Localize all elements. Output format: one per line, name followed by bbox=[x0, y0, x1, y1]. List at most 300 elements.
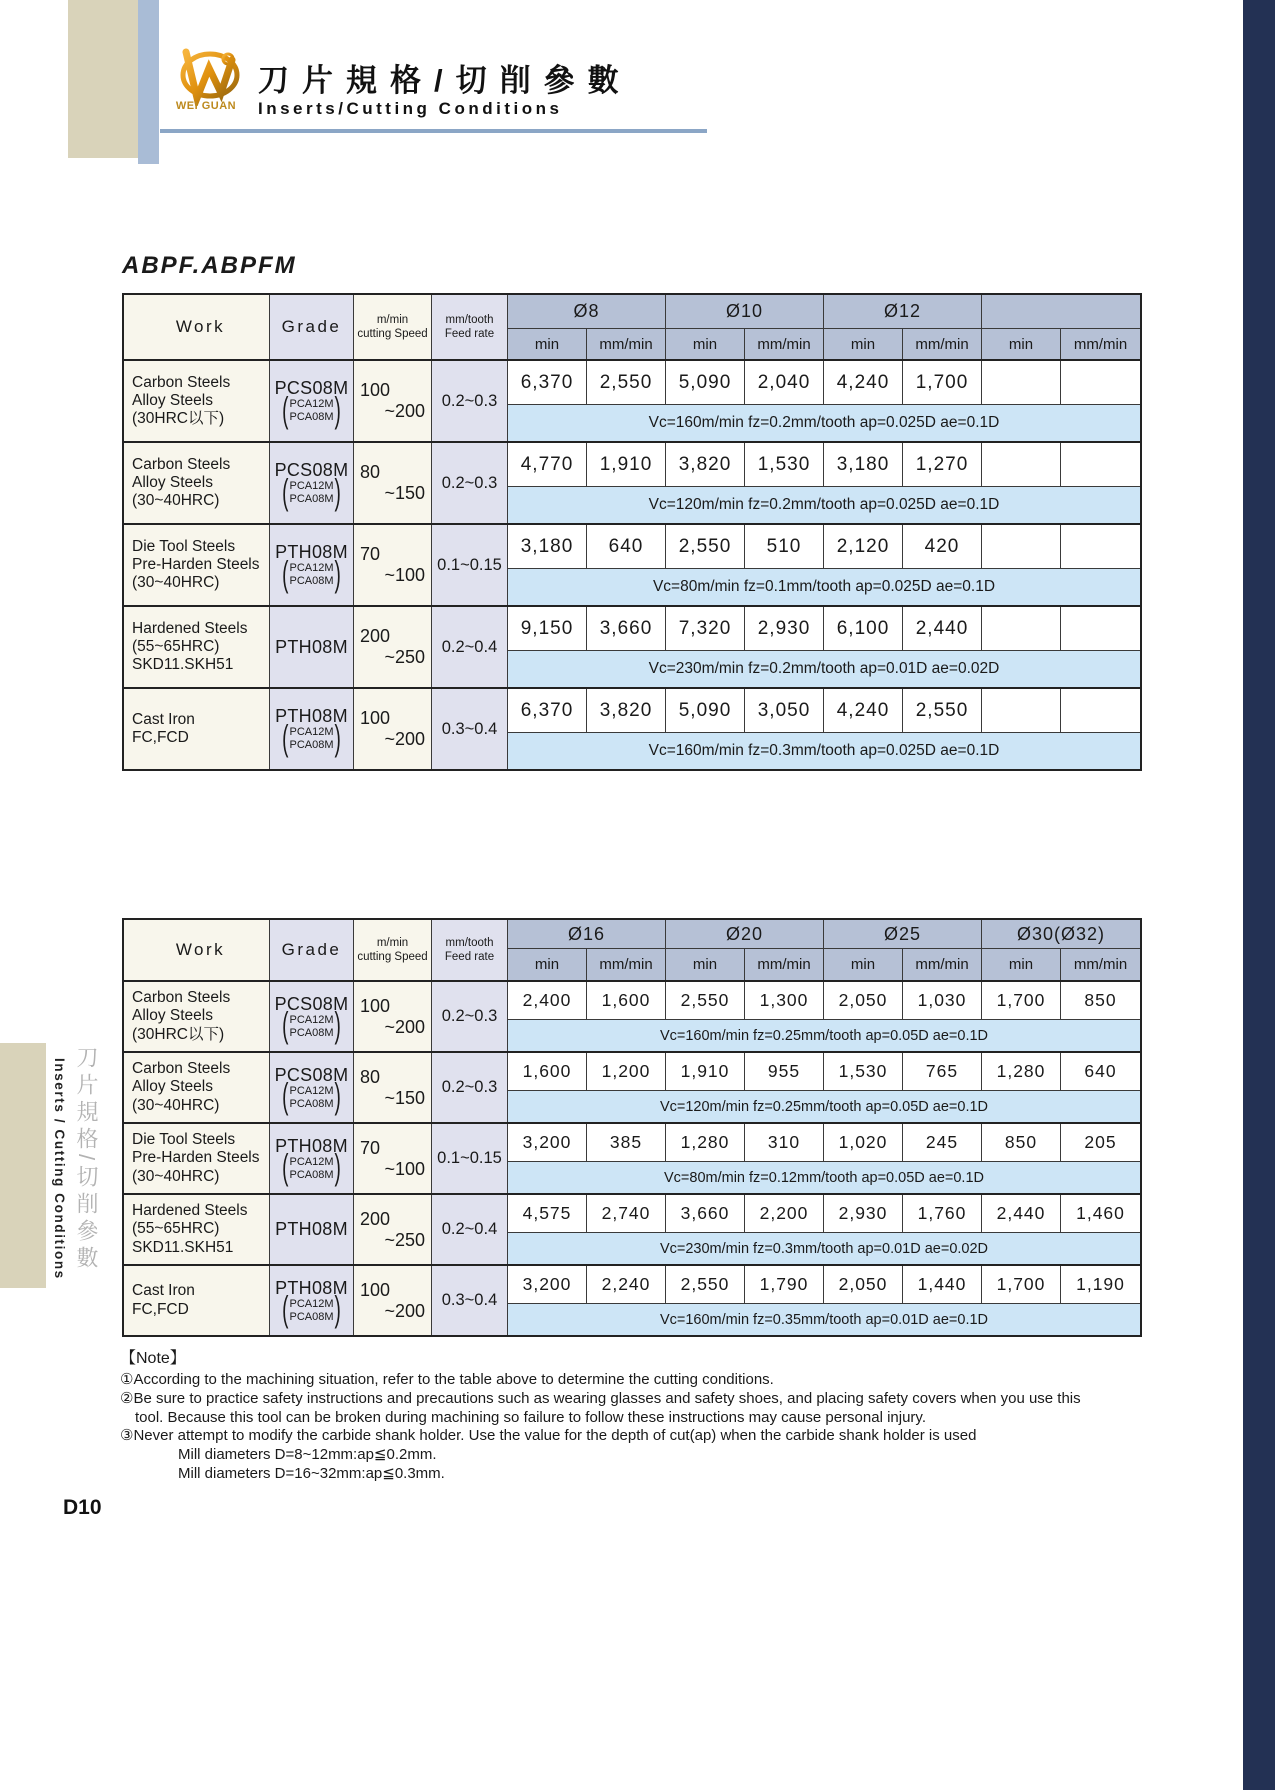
work-cell bbox=[124, 443, 270, 523]
sidebar-tab-bar bbox=[0, 1043, 46, 1288]
top-left-tan-bar bbox=[68, 0, 138, 158]
table-row bbox=[124, 605, 1140, 687]
work-cell bbox=[124, 982, 270, 1051]
paren-close: ) bbox=[334, 1290, 341, 1331]
grade-sub: PCA08M bbox=[289, 1168, 334, 1181]
grade-main: PTH08M bbox=[275, 542, 348, 563]
grade-cell bbox=[270, 361, 354, 441]
value-cell: 9,150 bbox=[508, 607, 587, 650]
work-line: FC,FCD bbox=[132, 1300, 189, 1318]
table-row bbox=[124, 1264, 1140, 1335]
notes-section bbox=[120, 1349, 1105, 1484]
grade-sub-group bbox=[282, 473, 341, 513]
feed-rate-column-header-label: mm/tooth bbox=[445, 936, 494, 949]
cutting-speed-column-header-label: m/min bbox=[376, 313, 409, 326]
work-line: Carbon Steels bbox=[132, 455, 231, 473]
speed-to: ~150 bbox=[384, 1087, 425, 1108]
grade-main: PTH08M bbox=[275, 636, 348, 657]
work-line: (30~40HRC) bbox=[132, 1096, 220, 1114]
brand-logo-icon bbox=[164, 48, 250, 106]
feed-cell: 0.3~0.4 bbox=[432, 689, 508, 769]
value-cell: 850 bbox=[982, 1124, 1061, 1161]
paren-open: ( bbox=[282, 555, 289, 595]
table-header-row bbox=[124, 920, 1140, 980]
value-cell: 3,050 bbox=[745, 689, 824, 732]
value-row bbox=[508, 982, 1140, 1019]
cutting-speed-column-header bbox=[354, 295, 432, 359]
grade-main: PTH08M bbox=[275, 706, 348, 727]
value-cell: 1,600 bbox=[508, 1053, 587, 1090]
feed-rate-column-header-label: Feed rate bbox=[444, 951, 495, 963]
data-zone bbox=[508, 607, 1140, 687]
grade-sub: PCA12M bbox=[289, 1013, 334, 1026]
value-cell: 1,020 bbox=[824, 1124, 903, 1161]
data-zone bbox=[508, 689, 1140, 769]
value-cell: 2,550 bbox=[666, 525, 745, 568]
work-line: (30~40HRC) bbox=[132, 574, 220, 592]
value-cell: 6,370 bbox=[508, 361, 587, 404]
work-line: Hardened Steels bbox=[132, 619, 248, 637]
grade-sub-stack bbox=[289, 1298, 333, 1323]
feed-cell: 0.1~0.15 bbox=[432, 1124, 508, 1193]
value-cell: 1,530 bbox=[824, 1053, 903, 1090]
grade-sub: PCA12M bbox=[289, 398, 334, 411]
note-item bbox=[120, 1390, 1105, 1428]
feed-rate-column-header bbox=[432, 920, 508, 980]
value-cell: 1,700 bbox=[982, 1266, 1061, 1303]
diameter-header: Ø30(Ø32) bbox=[1016, 923, 1106, 944]
paren-open: ( bbox=[282, 473, 289, 513]
work-column-header-label: Work bbox=[175, 316, 226, 336]
value-cell: 1,910 bbox=[666, 1053, 745, 1090]
paren-close: ) bbox=[334, 555, 341, 595]
work-line: Cast Iron bbox=[132, 1282, 195, 1300]
value-cell: 3,660 bbox=[587, 607, 666, 650]
value-cell: 4,240 bbox=[824, 361, 903, 404]
value-cell bbox=[1061, 689, 1140, 732]
work-column-header bbox=[124, 295, 270, 359]
work-column-header bbox=[124, 920, 270, 980]
table-header-row bbox=[124, 295, 1140, 359]
grade-cell bbox=[270, 982, 354, 1051]
unit-header-row bbox=[508, 949, 1140, 980]
value-cell: 3,200 bbox=[508, 1266, 587, 1303]
speed-from: 200 bbox=[360, 626, 391, 647]
mmmin-unit-header: mm/min bbox=[1073, 335, 1128, 353]
paren-close: ) bbox=[334, 473, 341, 513]
grade-sub: PCA12M bbox=[289, 1297, 334, 1310]
mmmin-unit-header: mm/min bbox=[745, 949, 824, 980]
value-cell: 2,050 bbox=[824, 1266, 903, 1303]
value-cell: 2,550 bbox=[666, 1266, 745, 1303]
value-cell: 245 bbox=[903, 1124, 982, 1161]
mmmin-unit-header: mm/min bbox=[1073, 956, 1128, 973]
section-title: ABPF.ABPFM bbox=[122, 252, 297, 279]
value-cell: 1,280 bbox=[666, 1124, 745, 1161]
diameter-header-row bbox=[508, 920, 1140, 949]
grade-cell bbox=[270, 525, 354, 605]
feed-rate-column-header-label: mm/tooth bbox=[445, 313, 494, 326]
value-cell: 2,440 bbox=[982, 1195, 1061, 1232]
grade-sub-stack bbox=[289, 480, 333, 505]
work-line: Carbon Steels bbox=[132, 989, 231, 1007]
grade-sub-group bbox=[282, 391, 341, 431]
work-line: (55~65HRC) bbox=[132, 1220, 220, 1238]
data-zone bbox=[508, 525, 1140, 605]
value-cell: 640 bbox=[587, 525, 666, 568]
value-cell: 3,820 bbox=[587, 689, 666, 732]
value-cell bbox=[1061, 361, 1140, 404]
value-cell: 420 bbox=[903, 525, 982, 568]
speed-to: ~100 bbox=[384, 565, 425, 585]
table-row bbox=[124, 687, 1140, 769]
data-zone bbox=[508, 982, 1140, 1051]
grade-sub: PCA12M bbox=[289, 1084, 334, 1097]
work-cell bbox=[124, 1266, 270, 1335]
notes-title: 【Note】 bbox=[120, 1350, 186, 1367]
vc-condition-cell: Vc=160m/min fz=0.3mm/tooth ap=0.025D ae=0.1D bbox=[508, 732, 1140, 769]
grade-cell bbox=[270, 689, 354, 769]
vc-condition-cell: Vc=230m/min fz=0.3mm/tooth ap=0.01D ae=0.02D bbox=[508, 1232, 1140, 1264]
grade-sub-group bbox=[282, 1148, 341, 1189]
work-line: (30HRC以下) bbox=[132, 410, 225, 428]
speed-cell bbox=[354, 525, 432, 605]
value-cell: 5,090 bbox=[666, 689, 745, 732]
speed-to: ~200 bbox=[384, 1300, 425, 1321]
note-subline: Mill diameters D=16~32mm:ap≦0.3mm. bbox=[178, 1464, 445, 1482]
table-row bbox=[124, 1122, 1140, 1193]
work-line: SKD11.SKH51 bbox=[132, 656, 234, 674]
min-unit-header: min bbox=[508, 949, 587, 980]
work-line: Cast Iron bbox=[132, 710, 195, 728]
cutting-speed-column-header bbox=[354, 920, 432, 980]
paren-close: ) bbox=[334, 1148, 341, 1189]
work-line: Die Tool Steels bbox=[132, 537, 236, 555]
value-cell: 2,930 bbox=[745, 607, 824, 650]
value-cell: 4,770 bbox=[508, 443, 587, 486]
value-cell: 510 bbox=[745, 525, 824, 568]
grade-sub: PCA12M bbox=[289, 562, 334, 575]
value-cell: 1,300 bbox=[745, 982, 824, 1019]
table-row bbox=[124, 980, 1140, 1051]
cutting-table-d8-d12 bbox=[122, 293, 1142, 771]
grade-sub-stack bbox=[289, 398, 333, 423]
grade-sub: PCA08M bbox=[289, 1026, 334, 1039]
work-line: Alloy Steels bbox=[132, 391, 213, 409]
grade-sub-stack bbox=[289, 1156, 333, 1181]
value-cell: 2,400 bbox=[508, 982, 587, 1019]
grade-column-header bbox=[270, 920, 354, 980]
vc-condition-cell: Vc=230m/min fz=0.2mm/tooth ap=0.01D ae=0.02D bbox=[508, 650, 1140, 687]
data-zone bbox=[508, 1195, 1140, 1264]
grade-sub-group bbox=[282, 555, 341, 595]
value-cell: 3,200 bbox=[508, 1124, 587, 1161]
value-cell: 6,370 bbox=[508, 689, 587, 732]
note-marker: ③ bbox=[120, 1427, 134, 1445]
work-line: Carbon Steels bbox=[132, 373, 231, 391]
speed-cell bbox=[354, 607, 432, 687]
vc-condition-cell: Vc=120m/min fz=0.2mm/tooth ap=0.025D ae=0.1D bbox=[508, 486, 1140, 523]
speed-to: ~250 bbox=[384, 1229, 425, 1250]
mmmin-unit-header: mm/min bbox=[587, 949, 666, 980]
speed-from: 80 bbox=[360, 1066, 381, 1087]
work-line: (55~65HRC) bbox=[132, 637, 220, 655]
value-cell: 765 bbox=[903, 1053, 982, 1090]
note-marker: ② bbox=[120, 1389, 134, 1407]
work-line: (30HRC以下) bbox=[132, 1025, 225, 1043]
value-cell: 1,790 bbox=[745, 1266, 824, 1303]
data-zone bbox=[508, 1266, 1140, 1335]
work-cell bbox=[124, 525, 270, 605]
grade-sub-stack bbox=[289, 1085, 333, 1110]
cutting-speed-column-header-label: cutting Speed bbox=[357, 951, 428, 963]
value-cell: 310 bbox=[745, 1124, 824, 1161]
value-cell bbox=[982, 361, 1061, 404]
diameter-header-row bbox=[508, 295, 1140, 329]
grade-column-header-label: Grade bbox=[281, 317, 342, 336]
diameter-header: Ø25 bbox=[824, 920, 982, 948]
table-row bbox=[124, 1193, 1140, 1264]
value-cell bbox=[1061, 443, 1140, 486]
vc-condition-cell: Vc=80m/min fz=0.1mm/tooth ap=0.025D ae=0.1D bbox=[508, 568, 1140, 605]
page-title-zh: 刀片規格/切削參數 bbox=[258, 63, 632, 98]
data-zone bbox=[508, 1124, 1140, 1193]
work-cell bbox=[124, 607, 270, 687]
right-edge-bar bbox=[1243, 0, 1275, 1790]
grade-sub-group bbox=[282, 719, 341, 759]
diameter-header: Ø16 bbox=[508, 920, 666, 948]
value-cell: 205 bbox=[1084, 1132, 1117, 1152]
value-cell: 4,240 bbox=[824, 689, 903, 732]
value-cell: 3,820 bbox=[666, 443, 745, 486]
brand-name: WEI GUAN bbox=[175, 100, 237, 112]
feed-cell: 0.2~0.3 bbox=[432, 1053, 508, 1122]
work-line: Pre-Harden Steels bbox=[132, 555, 260, 573]
feed-cell: 0.2~0.3 bbox=[432, 443, 508, 523]
value-cell bbox=[982, 525, 1061, 568]
table-row bbox=[124, 523, 1140, 605]
value-cell: 1,600 bbox=[587, 982, 666, 1019]
grade-main: PCS08M bbox=[274, 1064, 349, 1085]
value-cell: 1,280 bbox=[982, 1053, 1061, 1090]
value-cell: 2,440 bbox=[903, 607, 982, 650]
paren-open: ( bbox=[282, 1077, 289, 1118]
work-line: SKD11.SKH51 bbox=[132, 1238, 234, 1256]
value-cell bbox=[982, 607, 1061, 650]
page-title-en: Inserts/Cutting Conditions bbox=[258, 99, 563, 118]
value-row bbox=[508, 1266, 1140, 1303]
value-cell: 2,550 bbox=[903, 689, 982, 732]
value-cell: 3,180 bbox=[824, 443, 903, 486]
grade-sub: PCA12M bbox=[289, 480, 334, 493]
grade-sub: PCA12M bbox=[289, 1155, 334, 1168]
grade-sub-group bbox=[282, 1006, 341, 1047]
value-cell bbox=[982, 689, 1061, 732]
note-marker: ① bbox=[120, 1371, 134, 1388]
paren-close: ) bbox=[334, 1077, 341, 1118]
speed-cell bbox=[354, 689, 432, 769]
speed-cell bbox=[354, 1053, 432, 1122]
speed-from: 100 bbox=[360, 380, 391, 401]
work-line: (30~40HRC) bbox=[132, 1167, 220, 1185]
speed-cell bbox=[354, 1266, 432, 1335]
value-row bbox=[508, 607, 1140, 650]
vc-condition-cell: Vc=120m/min fz=0.25mm/tooth ap=0.05D ae=0.1D bbox=[508, 1090, 1140, 1122]
sidebar-label-en: Inserts / Cutting Conditions bbox=[52, 1058, 67, 1280]
value-cell: 1,910 bbox=[587, 443, 666, 486]
work-line: Die Tool Steels bbox=[132, 1131, 236, 1149]
feed-cell: 0.2~0.4 bbox=[432, 1195, 508, 1264]
diameter-header: Ø20 bbox=[666, 920, 824, 948]
value-cell: 3,660 bbox=[666, 1195, 745, 1232]
feed-cell: 0.2~0.4 bbox=[432, 607, 508, 687]
data-zone bbox=[508, 361, 1140, 441]
value-cell: 2,740 bbox=[587, 1195, 666, 1232]
cutting-speed-column-header-label: cutting Speed bbox=[357, 328, 428, 340]
work-line: Alloy Steels bbox=[132, 473, 213, 491]
diameter-header: Ø10 bbox=[666, 295, 824, 328]
note-item bbox=[120, 1371, 1105, 1390]
feed-cell: 0.1~0.15 bbox=[432, 525, 508, 605]
grade-sub-group bbox=[282, 1290, 341, 1331]
paren-close: ) bbox=[334, 719, 341, 759]
mmmin-unit-header: mm/min bbox=[903, 329, 982, 359]
value-cell: 1,190 bbox=[1076, 1274, 1125, 1294]
value-cell: 7,320 bbox=[666, 607, 745, 650]
value-cell: 850 bbox=[1084, 990, 1117, 1010]
grade-main: PCS08M bbox=[274, 993, 349, 1014]
work-line: Pre-Harden Steels bbox=[132, 1149, 260, 1167]
min-unit-header: min bbox=[824, 949, 903, 980]
feed-rate-column-header-label: Feed rate bbox=[444, 328, 495, 340]
work-cell bbox=[124, 1124, 270, 1193]
speed-from: 100 bbox=[360, 708, 391, 729]
work-line: Carbon Steels bbox=[132, 1060, 231, 1078]
grade-main: PTH08M bbox=[275, 1219, 348, 1239]
paren-close: ) bbox=[334, 1006, 341, 1047]
speed-from: 200 bbox=[360, 1208, 391, 1229]
value-cell: 3,180 bbox=[508, 525, 587, 568]
min-unit-header: min bbox=[824, 329, 903, 359]
speed-from: 70 bbox=[360, 1137, 381, 1158]
note-item bbox=[120, 1427, 1105, 1446]
value-cell: 1,200 bbox=[587, 1053, 666, 1090]
speed-cell bbox=[354, 982, 432, 1051]
table-row bbox=[124, 1051, 1140, 1122]
mmmin-unit-header: mm/min bbox=[745, 329, 824, 359]
value-row bbox=[508, 1195, 1140, 1232]
grade-sub: PCA08M bbox=[289, 739, 334, 751]
header-underline bbox=[160, 129, 707, 133]
grade-cell bbox=[270, 1266, 354, 1335]
value-row bbox=[508, 525, 1140, 568]
speed-cell bbox=[354, 443, 432, 523]
feed-rate-column-header bbox=[432, 295, 508, 359]
grade-column-header bbox=[270, 295, 354, 359]
value-row bbox=[508, 689, 1140, 732]
value-cell bbox=[982, 443, 1061, 486]
min-unit-header: min bbox=[982, 949, 1061, 980]
speed-to: ~200 bbox=[384, 729, 425, 749]
paren-open: ( bbox=[282, 1148, 289, 1189]
value-cell: 1,760 bbox=[903, 1195, 982, 1232]
work-line: FC,FCD bbox=[132, 729, 189, 746]
value-cell: 1,460 bbox=[1076, 1203, 1125, 1223]
grade-sub: PCA08M bbox=[289, 1310, 334, 1323]
speed-to: ~200 bbox=[384, 1016, 425, 1037]
note-text: Never attempt to modify the carbide shank holder. Use the value for the depth of cut(ap) when the carbide shank holder is used bbox=[133, 1427, 977, 1445]
work-cell bbox=[124, 1053, 270, 1122]
work-column-header-label: Work bbox=[175, 939, 226, 959]
work-cell bbox=[124, 689, 270, 769]
grade-cell bbox=[270, 1124, 354, 1193]
value-cell: 955 bbox=[745, 1053, 824, 1090]
table-row bbox=[124, 441, 1140, 523]
mmmin-unit-header: mm/min bbox=[587, 329, 666, 359]
speed-from: 80 bbox=[360, 462, 381, 483]
table-row bbox=[124, 359, 1140, 441]
grade-cell bbox=[270, 443, 354, 523]
value-cell: 1,030 bbox=[903, 982, 982, 1019]
value-cell: 1,530 bbox=[745, 443, 824, 486]
cutting-table-d16-d32 bbox=[122, 918, 1142, 1337]
grade-main: PCS08M bbox=[274, 378, 349, 399]
grade-sub: PCA08M bbox=[289, 575, 334, 587]
grade-sub: PCA12M bbox=[289, 726, 334, 739]
grade-cell bbox=[270, 607, 354, 687]
speed-from: 100 bbox=[360, 1279, 391, 1300]
speed-to: ~250 bbox=[384, 647, 425, 667]
value-cell: 1,440 bbox=[903, 1266, 982, 1303]
value-cell: 4,575 bbox=[508, 1195, 587, 1232]
speed-to: ~100 bbox=[384, 1158, 425, 1179]
paren-open: ( bbox=[282, 1006, 289, 1047]
grade-main: PTH08M bbox=[275, 1135, 348, 1156]
diameter-header: Ø12 bbox=[824, 295, 982, 328]
value-row bbox=[508, 361, 1140, 404]
paren-open: ( bbox=[282, 391, 289, 431]
grade-sub: PCA08M bbox=[289, 1097, 334, 1110]
value-cell: 2,550 bbox=[587, 361, 666, 404]
value-cell: 2,040 bbox=[745, 361, 824, 404]
work-line: Alloy Steels bbox=[132, 1078, 213, 1096]
value-cell: 2,550 bbox=[666, 982, 745, 1019]
paren-open: ( bbox=[282, 1290, 289, 1331]
min-unit-header: min bbox=[982, 329, 1061, 359]
min-unit-header: min bbox=[508, 329, 587, 359]
value-cell bbox=[1061, 525, 1140, 568]
value-cell: 2,240 bbox=[587, 1266, 666, 1303]
work-line: (30~40HRC) bbox=[132, 492, 220, 510]
diameter-header-group bbox=[508, 920, 1140, 980]
feed-cell: 0.2~0.3 bbox=[432, 361, 508, 441]
value-cell: 5,090 bbox=[666, 361, 745, 404]
work-cell bbox=[124, 1195, 270, 1264]
top-left-blue-bar bbox=[138, 0, 159, 164]
value-cell: 1,700 bbox=[982, 982, 1061, 1019]
diameter-header: Ø8 bbox=[508, 295, 666, 328]
vc-condition-cell: Vc=160m/min fz=0.2mm/tooth ap=0.025D ae=0.1D bbox=[508, 404, 1140, 441]
grade-sub-stack bbox=[289, 726, 333, 751]
value-cell: 640 bbox=[1084, 1061, 1117, 1081]
speed-to: ~150 bbox=[384, 483, 425, 503]
feed-cell: 0.3~0.4 bbox=[432, 1266, 508, 1335]
grade-cell bbox=[270, 1053, 354, 1122]
value-row bbox=[508, 1124, 1140, 1161]
work-line: Alloy Steels bbox=[132, 1007, 213, 1025]
note-subline: Mill diameters D=8~12mm:ap≦0.2mm. bbox=[178, 1446, 437, 1463]
work-line: Hardened Steels bbox=[132, 1202, 248, 1220]
